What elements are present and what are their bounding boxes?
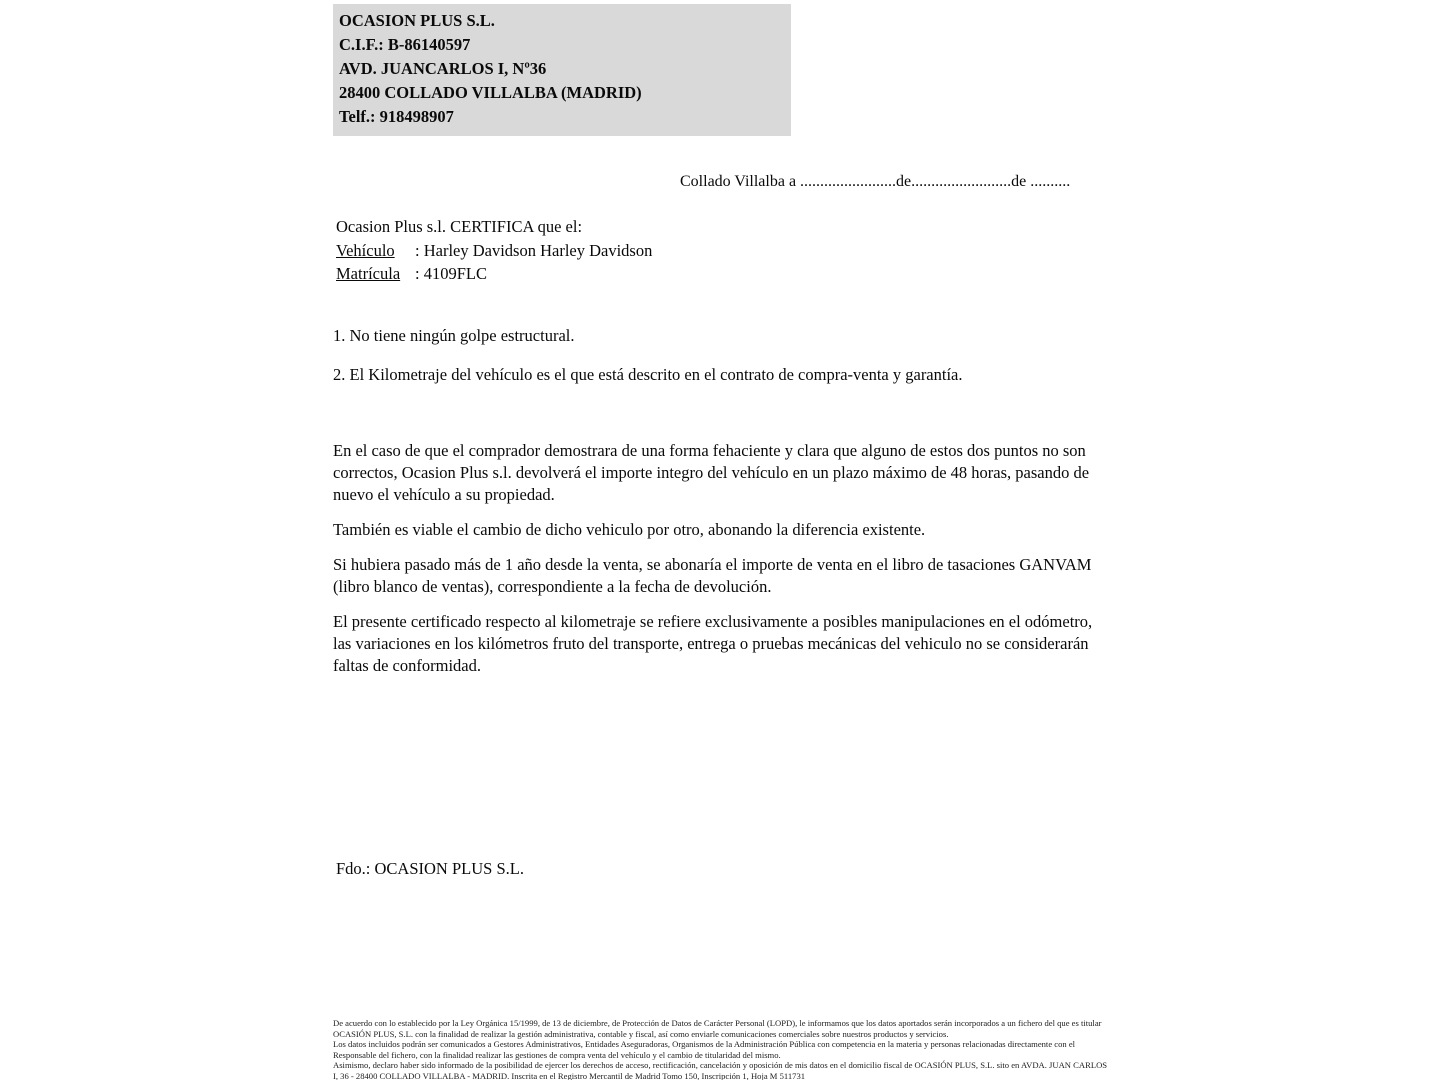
company-header-block bbox=[333, 4, 791, 136]
paragraph-ganvam: Si hubiera pasado más de 1 año desde la venta, se abonaría el importe de venta en el libro de tasaciones GANVAM (libro blanco de ventas), correspondiente a la fecha de devolución. bbox=[333, 555, 1092, 596]
paragraph-refund: En el caso de que el comprador demostrara de una forma fehaciente y clara que alguno de estos dos puntos no son correctos, Ocasion Plus s.l. devolverá el importe integro del vehículo en un plazo máximo de 48 horas, pasando de nuevo el vehículo a su propiedad. bbox=[333, 441, 1090, 504]
legal-paragraph-rights: Asimismo, declaro haber sido informado de la posibilidad de ejercer los derechos de acceso, rectificación, cancelación y oposición de mis datos en el domicilio fiscal de OCASIÓN PLUS, S.L. sito en AVDA. JUAN CARLOS I, 36 - 28400 COLLADO VILLALBA - MADRID. Inscrita en el Registro Mercantil de Madrid Tomo 150, Inscripción 1, Hoja M 511731 bbox=[333, 1060, 1108, 1080]
certification-block bbox=[336, 215, 652, 286]
company-phone: Telf.: 918498907 bbox=[339, 107, 454, 126]
plate-line bbox=[336, 262, 652, 286]
company-address: AVD. JUANCARLOS I, Nº36 bbox=[339, 59, 547, 78]
certified-point-2: 2. El Kilometraje del vehículo es el que está descrito en el contrato de compra-venta y garantía. bbox=[333, 365, 963, 384]
legal-paragraph-data-sharing: Los datos incluidos podrán ser comunicados a Gestores Administrativos, Entidades Aseguradoras, Organismos de la Administración Pública con competencia en la materia y personas relacionadas directamente con el Responsable del fichero, con la finalidad realizar las gestiones de compra venta del vehículo y el cambio de titularidad del mismo. bbox=[333, 1039, 1076, 1060]
legal-paragraph-lopd: De acuerdo con lo establecido por la Ley Orgánica 15/1999, de 13 de diciembre, de Protección de Datos de Carácter Personal (LOPD), le informamos que los datos aportados serán incorporados a un fichero del que es titular OCASIÓN PLUS, S.L. con la finalidad de realizar la gestión administrativa, contable y fiscal, así como enviarle comunicaciones comerciales sobre nuestros productos y servicios. bbox=[333, 1018, 1102, 1039]
company-city: 28400 COLLADO VILLALBA (MADRID) bbox=[339, 83, 642, 102]
signature-line: Fdo.: OCASION PLUS S.L. bbox=[336, 859, 524, 878]
date-line: Collado Villalba a ........................de.........................de .......... bbox=[680, 173, 1071, 190]
vehicle-label: Vehículo bbox=[336, 240, 395, 260]
vehicle-value: : Harley Davidson Harley Davidson bbox=[415, 240, 653, 260]
paragraph-exchange: También es viable el cambio de dicho vehiculo por otro, abonando la diferencia existente. bbox=[333, 520, 926, 539]
vehicle-line bbox=[336, 239, 652, 263]
certified-point-1: 1. No tiene ningún golpe estructural. bbox=[333, 326, 575, 345]
certifica-line: Ocasion Plus s.l. CERTIFICA que el: bbox=[336, 217, 583, 236]
legal-footer bbox=[333, 1018, 1111, 1080]
plate-value: : 4109FLC bbox=[415, 264, 487, 283]
body-paragraphs bbox=[333, 440, 1101, 690]
company-name: OCASION PLUS S.L. bbox=[339, 11, 495, 30]
paragraph-odometer: El presente certificado respecto al kilometraje se refiere exclusivamente a posibles manipulaciones en el odómetro, las variaciones en los kilómetros fruto del transporte, entrega o pruebas mecánicas del vehiculo no se considerarán faltas de conformidad. bbox=[333, 612, 1093, 675]
plate-label: Matrícula bbox=[336, 264, 401, 283]
company-cif: C.I.F.: B-86140597 bbox=[339, 35, 471, 54]
